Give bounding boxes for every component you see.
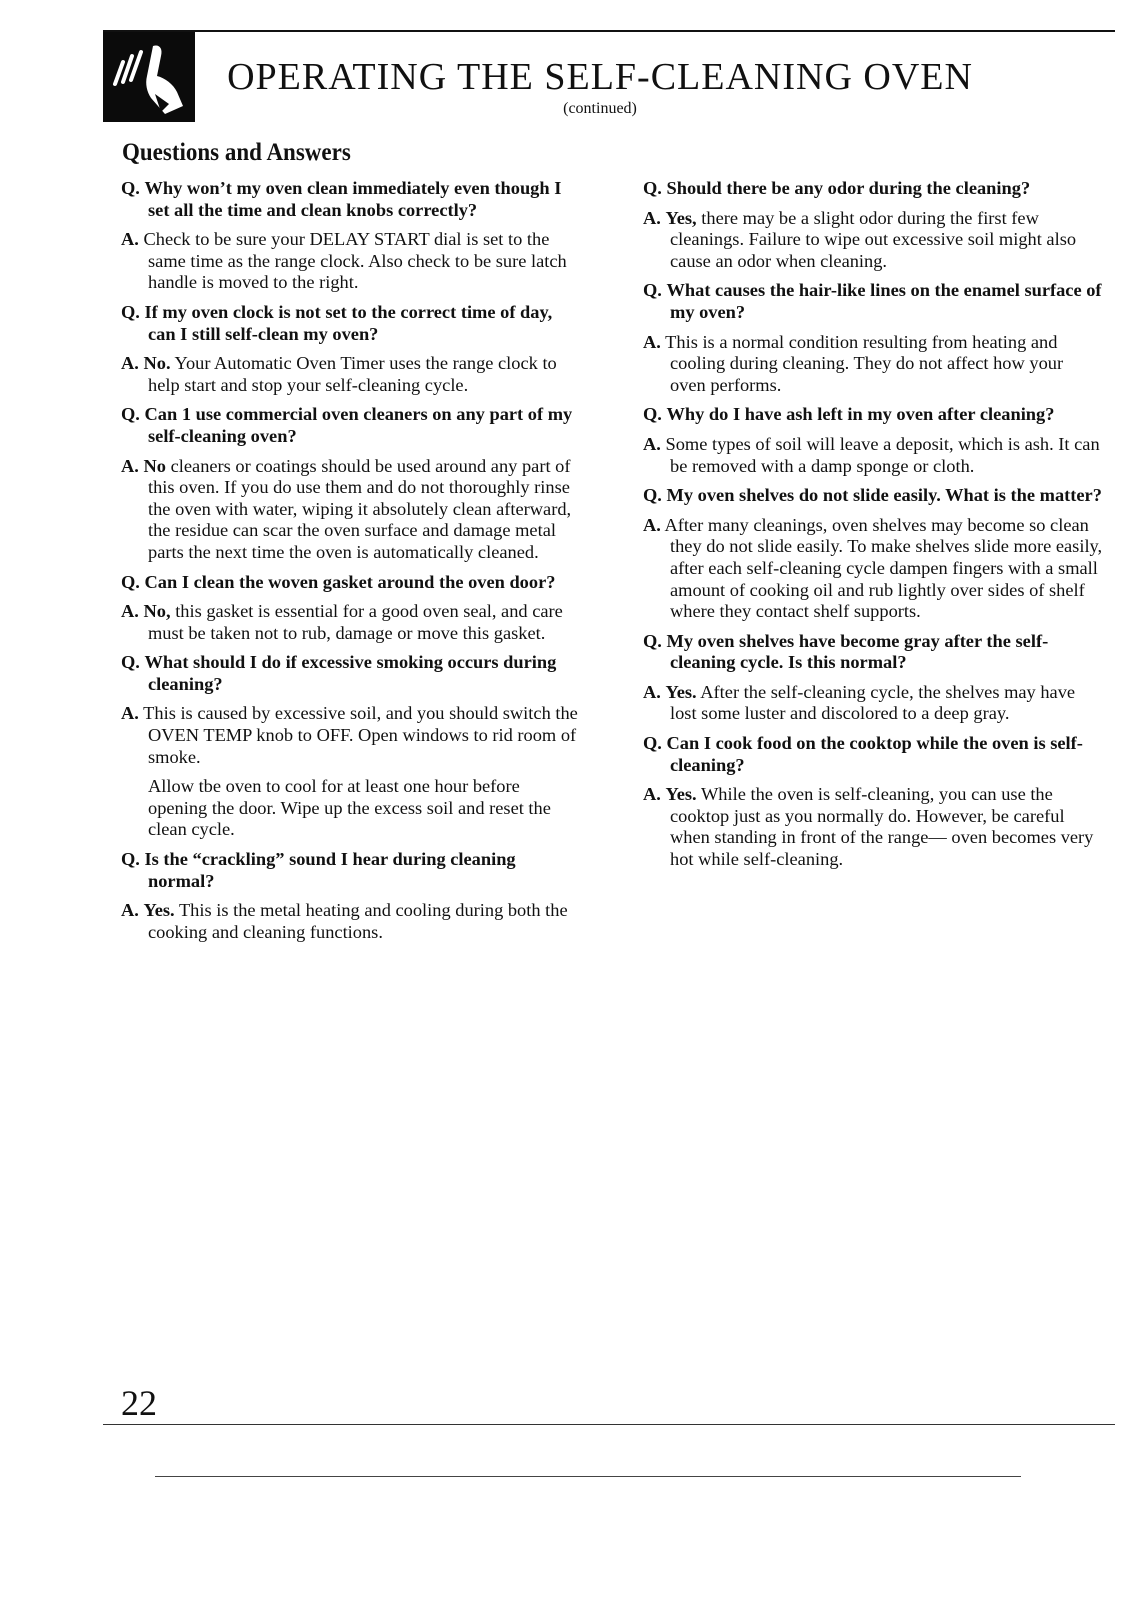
- answer: [643, 515, 1103, 623]
- question: [643, 733, 1103, 776]
- bottom-rule: [103, 1424, 1115, 1425]
- question: [121, 302, 581, 345]
- answer-text: there may be a slight odor during the first few cleanings. Failure to wipe out excessive soil might also cause an odor when cleaning.: [670, 207, 1077, 271]
- question-text: Can 1 use commercial oven cleaners on any part of my self-cleaning oven?: [144, 404, 573, 446]
- top-rule: [103, 30, 1115, 32]
- question-marker: Q.: [121, 301, 140, 322]
- answer-text: While the oven is self-cleaning, you can use the cooktop just as you normally do. However, be careful when standing in front of the range— oven becomes very hot while self-cleaning.: [670, 784, 1094, 870]
- answer: [121, 900, 581, 943]
- answer-lead: Yes.: [143, 900, 175, 921]
- answer: [121, 776, 581, 841]
- question-text: Is the “crackling” sound I hear during cleaning normal?: [144, 849, 516, 891]
- answer-lead: No: [143, 455, 166, 476]
- answer: [121, 703, 581, 768]
- question-marker: Q.: [643, 280, 662, 301]
- question: [121, 652, 581, 695]
- answer-text: After the self-cleaning cycle, the shelves may have lost some luster and discolored to a deep gray.: [670, 681, 1076, 724]
- question: [643, 485, 1103, 507]
- page-subtitle: (continued): [563, 100, 637, 117]
- question-marker: Q.: [643, 404, 662, 425]
- answer-marker: A.: [121, 455, 139, 476]
- question: [121, 178, 581, 221]
- question-text: Why won’t my oven clean immediately even though I set all the time and clean knobs correctly?: [144, 178, 562, 220]
- answer-marker: A.: [121, 900, 139, 921]
- question: [643, 280, 1103, 323]
- answer-text: this gasket is essential for a good oven seal, and care must be taken not to rub, damage or move this gasket.: [148, 601, 563, 643]
- question-marker: Q.: [121, 404, 140, 425]
- question-text: My oven shelves do not slide easily. What is the matter?: [666, 485, 1102, 506]
- question-text: What causes the hair-like lines on the enamel surface of my oven?: [666, 280, 1102, 322]
- answer-marker: A.: [643, 514, 661, 535]
- answer: [643, 208, 1103, 273]
- answer-text: Some types of soil will leave a deposit, which is ash. It can be removed with a damp sponge or cloth.: [665, 433, 1100, 476]
- question-marker: Q.: [643, 485, 662, 506]
- answer-marker: A.: [121, 601, 139, 622]
- answer-marker: A.: [121, 353, 139, 374]
- left-column: [121, 178, 581, 951]
- question: [121, 404, 581, 447]
- answer-marker: A.: [643, 784, 661, 805]
- answer-text: This is caused by excessive soil, and you should switch the OVEN TEMP knob to OFF. Open windows to rid room of smoke.: [143, 703, 578, 767]
- answer-marker: A.: [643, 433, 661, 454]
- question: [643, 404, 1103, 426]
- question-text: What should I do if excessive smoking occurs during cleaning?: [144, 652, 557, 694]
- answer-text: Your Automatic Oven Timer uses the range clock to help start and stop your self-cleaning cycle.: [148, 353, 557, 395]
- question-text: If my oven clock is not set to the correct time of day, can I still self-clean my oven?: [144, 301, 553, 344]
- question: [121, 572, 581, 594]
- answer-lead: No.: [143, 353, 171, 374]
- answer: [121, 229, 581, 294]
- question-text: My oven shelves have become gray after the self-cleaning cycle. Is this normal?: [666, 630, 1049, 673]
- question: [121, 849, 581, 892]
- answer: [643, 332, 1103, 397]
- answer-marker: A.: [121, 229, 139, 250]
- answer-text: This is the metal heating and cooling during both the cooking and cleaning functions.: [148, 900, 568, 942]
- answer-text: This is a normal condition resulting from heating and cooling during cleaning. They do not affect how your oven performs.: [665, 331, 1064, 395]
- footer-rule: [155, 1476, 1021, 1477]
- answer-text: cleaners or coatings should be used around any part of this oven. If you do use them and do not thoroughly rinse the oven with water, wiping it absolutely clean afterward, the residue can scar the oven surface and damage metal parts the next time the oven is automatically cleaned.: [148, 455, 572, 562]
- page-title: OPERATING THE SELF-CLEANING OVEN: [227, 56, 973, 98]
- section-heading: Questions and Answers: [122, 139, 351, 166]
- question: [643, 631, 1103, 674]
- question-text: Should there be any odor during the cleaning?: [666, 178, 1031, 198]
- answer-lead: Yes.: [665, 784, 697, 805]
- answer-marker: A.: [643, 331, 661, 352]
- hand-pointer-icon: [103, 32, 195, 122]
- answer-text: Check to be sure your DELAY START dial is set to the same time as the range clock. Also check to be sure latch handle is moved to the right.: [143, 229, 567, 293]
- right-column: [643, 178, 1103, 879]
- question-text: Why do I have ash left in my oven after cleaning?: [666, 404, 1055, 425]
- answer-lead: Yes,: [665, 207, 697, 228]
- answer-text: Allow tbe oven to cool for at least one hour before opening the door. Wipe up the excess soil and reset the clean cycle.: [148, 776, 551, 840]
- question-marker: Q.: [121, 652, 140, 673]
- answer: [121, 353, 581, 396]
- question-marker: Q.: [121, 178, 140, 198]
- answer-marker: A.: [643, 207, 661, 228]
- question: [643, 178, 1103, 200]
- question-text: Can I clean the woven gasket around the oven door?: [144, 571, 556, 592]
- answer: [643, 682, 1103, 725]
- question-marker: Q.: [121, 849, 140, 870]
- question-marker: Q.: [643, 178, 662, 198]
- answer: [121, 601, 581, 644]
- answer: [643, 434, 1103, 477]
- hand-pointer-graphic: [103, 32, 195, 122]
- answer-lead: Yes.: [665, 681, 697, 702]
- answer: [643, 784, 1103, 870]
- question-text: Can I cook food on the cooktop while the oven is self-cleaning?: [666, 733, 1083, 775]
- answer-text: After many cleanings, oven shelves may become so clean they do not slide easily. To make shelves slide more easily, after each self-cleaning cycle dampen fingers with a small amount of cooking oil and rub lightly over sides of shelf where they contact shelf supports.: [664, 514, 1103, 622]
- question-marker: Q.: [643, 630, 662, 651]
- answer-lead: No,: [143, 601, 171, 622]
- answer: [121, 456, 581, 564]
- question-marker: Q.: [121, 571, 140, 592]
- question-marker: Q.: [643, 733, 662, 754]
- answer-marker: A.: [643, 681, 661, 702]
- page-number: 22: [121, 1383, 157, 1423]
- answer-marker: A.: [121, 703, 139, 724]
